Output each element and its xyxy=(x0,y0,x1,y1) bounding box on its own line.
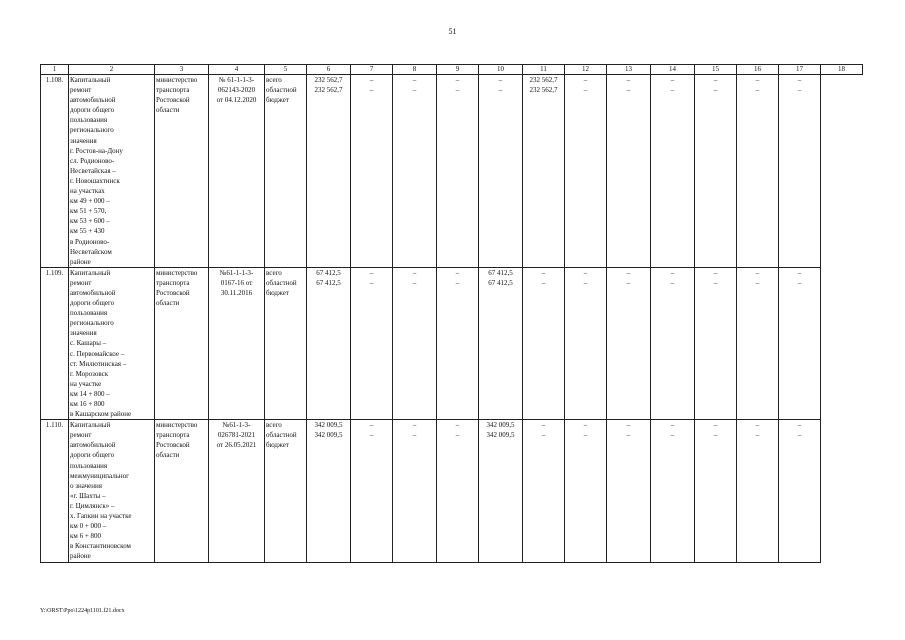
amount-cell xyxy=(307,267,351,419)
amount-regional-budget: – xyxy=(369,278,374,287)
amount-regional-budget: – xyxy=(755,278,760,287)
amount-cell xyxy=(479,420,523,562)
amount-regional-budget: 342 009,5 xyxy=(486,431,515,440)
funding-source: всего областной бюджет xyxy=(265,75,307,268)
column-header: 16 xyxy=(737,65,779,75)
amount-regional-budget: – xyxy=(797,431,802,440)
amount-regional-budget: – xyxy=(455,86,460,95)
amount-total: – xyxy=(369,268,374,277)
amount-total: – xyxy=(626,76,631,84)
amount-cell xyxy=(737,267,779,419)
amount-total: – xyxy=(498,76,503,84)
column-header: 2 xyxy=(69,65,155,75)
amount-total: – xyxy=(455,76,460,84)
document-details: № 61-1-1-3- 062143-2020 от 04.12.2020 xyxy=(209,75,265,268)
amount-regional-budget: – xyxy=(755,431,760,440)
amount-regional-budget: – xyxy=(713,278,718,287)
amount-total: – xyxy=(412,268,417,277)
amount-cell xyxy=(393,267,437,419)
amount-total: – xyxy=(755,76,760,84)
column-header: 15 xyxy=(695,65,737,75)
amount-cell xyxy=(307,420,351,562)
amount-total: – xyxy=(755,421,760,430)
amount-total: – xyxy=(412,76,417,84)
amount-total: – xyxy=(797,268,802,277)
amount-regional-budget: – xyxy=(755,86,760,95)
amount-regional-budget: 67 412,5 xyxy=(316,278,341,287)
page-number: 51 xyxy=(448,27,457,36)
amount-total: – xyxy=(369,421,374,430)
amount-regional-budget: – xyxy=(498,86,503,95)
executor: министерство транспорта Ростовской области xyxy=(155,420,209,562)
column-header: 14 xyxy=(651,65,695,75)
object-name: Капитальный ремонт автомобильной дороги общего пользования регионального значения г. Ростов-на-Дону сл. Родионово- Несветайская – г. Новошахтинск на участках км 49 + 000 – км 51 + 570, км 53 + 600 – км 55 + 430 в Родионово- Несветайском районе xyxy=(69,75,155,268)
amount-cell xyxy=(565,267,607,419)
amount-regional-budget: – xyxy=(541,278,546,287)
amount-regional-budget: – xyxy=(713,86,718,95)
amount-cell xyxy=(393,75,437,268)
amount-cell xyxy=(393,420,437,562)
document-details: №61-1-3- 026781-2021 от 26.05.2021 xyxy=(209,420,265,562)
column-number-row xyxy=(41,65,863,75)
object-name: Капитальный ремонт автомобильной дороги общего пользования межмуниципальног о значения «г. Шахты – г. Цимлянск» – х. Гапкин на участке км 0 + 000 – км 6 + 800 в Константиновском районе xyxy=(69,420,155,562)
amount-cell xyxy=(651,420,695,562)
file-path-footer: Y:\ORST\Ppo\1224p1101.f21.docx xyxy=(40,608,125,614)
column-header: 7 xyxy=(351,65,393,75)
amount-regional-budget: 67 412,5 xyxy=(488,278,513,287)
amount-cell xyxy=(695,75,737,268)
amount-total: – xyxy=(412,421,417,430)
amount-regional-budget: – xyxy=(583,86,588,95)
column-header: 3 xyxy=(155,65,209,75)
amount-cell xyxy=(737,75,779,268)
table-row xyxy=(41,420,863,562)
amount-regional-budget: – xyxy=(412,278,417,287)
executor: министерство транспорта Ростовской области xyxy=(155,75,209,268)
amount-regional-budget: – xyxy=(670,86,675,95)
amount-cell xyxy=(351,420,393,562)
amount-cell xyxy=(779,267,821,419)
amount-cell xyxy=(523,420,565,562)
amount-cell xyxy=(307,75,351,268)
amount-regional-budget: 232 562,7 xyxy=(529,86,558,95)
amount-regional-budget: – xyxy=(797,278,802,287)
column-header: 12 xyxy=(565,65,607,75)
amount-cell xyxy=(651,75,695,268)
funding-source: всего областной бюджет xyxy=(265,420,307,562)
amount-total: 342 009,5 xyxy=(486,421,515,430)
amount-total: 232 562,7 xyxy=(529,76,558,84)
column-header: 17 xyxy=(779,65,821,75)
amount-regional-budget: – xyxy=(626,86,631,95)
amount-cell xyxy=(607,267,651,419)
amount-regional-budget: – xyxy=(369,86,374,95)
amount-cell xyxy=(651,267,695,419)
column-header: 1 xyxy=(41,65,69,75)
column-header: 18 xyxy=(821,65,863,75)
amount-regional-budget: – xyxy=(583,278,588,287)
amount-regional-budget: – xyxy=(369,431,374,440)
amount-regional-budget: – xyxy=(455,431,460,440)
amount-total: 342 009,5 xyxy=(314,421,343,430)
amount-regional-budget: – xyxy=(670,431,675,440)
amount-total: – xyxy=(583,421,588,430)
amount-regional-budget: – xyxy=(583,431,588,440)
amount-regional-budget: – xyxy=(797,86,802,95)
amount-total: – xyxy=(713,421,718,430)
amount-total: – xyxy=(583,268,588,277)
amount-regional-budget: 232 562,7 xyxy=(314,86,343,95)
amount-regional-budget: 342 009,5 xyxy=(314,431,343,440)
executor: министерство транспорта Ростовской области xyxy=(155,267,209,419)
document-details: №61-1-1-3- 0167-16 от 30.11.2016 xyxy=(209,267,265,419)
row-number: 1.109. xyxy=(41,267,69,419)
amount-regional-budget: – xyxy=(412,86,417,95)
amount-regional-budget: – xyxy=(626,431,631,440)
amount-total: 67 412,5 xyxy=(316,268,341,277)
amount-total: – xyxy=(670,268,675,277)
data-table xyxy=(40,64,863,563)
amount-regional-budget: – xyxy=(412,431,417,440)
column-header: 5 xyxy=(265,65,307,75)
amount-cell xyxy=(565,75,607,268)
column-header: 8 xyxy=(393,65,437,75)
amount-regional-budget: – xyxy=(455,278,460,287)
row-number: 1.110. xyxy=(41,420,69,562)
amount-total: – xyxy=(755,268,760,277)
table-row xyxy=(41,267,863,419)
amount-cell xyxy=(607,420,651,562)
amount-total: 232 562,7 xyxy=(314,76,343,84)
column-header: 4 xyxy=(209,65,265,75)
amount-total: – xyxy=(626,268,631,277)
amount-regional-budget: – xyxy=(541,431,546,440)
amount-cell xyxy=(523,75,565,268)
amount-cell xyxy=(779,75,821,268)
amount-cell xyxy=(437,420,479,562)
column-header: 10 xyxy=(479,65,523,75)
amount-cell xyxy=(779,420,821,562)
table-row xyxy=(41,75,863,268)
object-name: Капитальный ремонт автомобильной дороги общего пользования регионального значения с. Кашары – с. Первомайское – ст. Милютинская – г. Морозовск на участке км 14 + 800 – км 16 + 800 в Кашарском районе xyxy=(69,267,155,419)
amount-regional-budget: – xyxy=(670,278,675,287)
amount-total: – xyxy=(670,76,675,84)
amount-cell xyxy=(523,267,565,419)
amount-total: – xyxy=(670,421,675,430)
amount-total: – xyxy=(626,421,631,430)
amount-cell xyxy=(607,75,651,268)
amount-cell xyxy=(351,267,393,419)
column-header: 13 xyxy=(607,65,651,75)
amount-total: 67 412,5 xyxy=(488,268,513,277)
amount-total: – xyxy=(583,76,588,84)
amount-cell xyxy=(437,267,479,419)
amount-regional-budget: – xyxy=(626,278,631,287)
amount-cell xyxy=(479,75,523,268)
amount-total: – xyxy=(455,421,460,430)
amount-cell xyxy=(565,420,607,562)
column-header: 11 xyxy=(523,65,565,75)
amount-cell xyxy=(695,267,737,419)
amount-total: – xyxy=(369,76,374,84)
amount-cell xyxy=(479,267,523,419)
column-header: 6 xyxy=(307,65,351,75)
amount-total: – xyxy=(713,76,718,84)
amount-total: – xyxy=(541,421,546,430)
amount-total: – xyxy=(797,421,802,430)
row-number: 1.108. xyxy=(41,75,69,268)
amount-cell xyxy=(437,75,479,268)
amount-regional-budget: – xyxy=(713,431,718,440)
amount-total: – xyxy=(797,76,802,84)
amount-cell xyxy=(351,75,393,268)
amount-total: – xyxy=(713,268,718,277)
amount-cell xyxy=(737,420,779,562)
funding-source: всего областной бюджет xyxy=(265,267,307,419)
amount-total: – xyxy=(455,268,460,277)
amount-total: – xyxy=(541,268,546,277)
amount-cell xyxy=(695,420,737,562)
column-header: 9 xyxy=(437,65,479,75)
